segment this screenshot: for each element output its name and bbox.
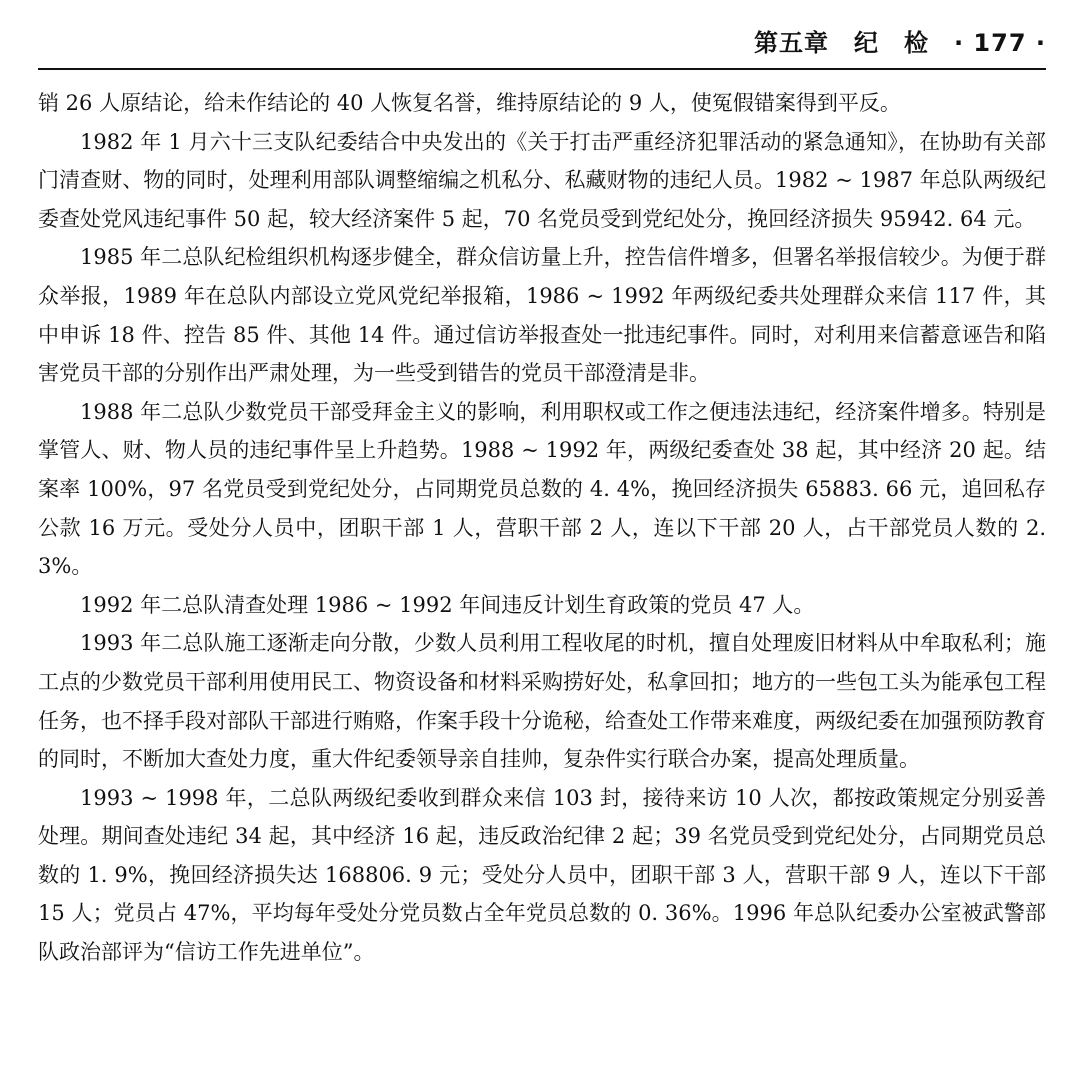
page-body	[38, 84, 1046, 972]
paragraph: 1988 年二总队少数党员干部受拜金主义的影响，利用职权或工作之便违法违纪，经济案件增多。特别是掌管人、财、物人员的违纪事件呈上升趋势。1988 ~ 1992 年，两级纪委查处 38 起，其中经济 20 起。结案率 100%，97 名党员受到党纪处分，占同期党员总数的 4. 4%，挽回经济损失 65883. 66 元，追回私存公款 16 万元。受处分人员中，团职干部 1 人，营职干部 2 人，连以下干部 20 人，占干部党员人数的 2. 3%。	[38, 399, 1046, 579]
paragraph: 1985 年二总队纪检组织机构逐步健全，群众信访量上升，控告信件增多，但署名举报信较少。为便于群众举报，1989 年在总队内部设立党风党纪举报箱，1986 ~ 1992 年两级纪委共处理群众来信 117 件，其中申诉 18 件、控告 85 件、其他 14 件。通过信访举报查处一批违纪事件。同时，对利用来信蓄意诬告和陷害党员干部的分别作出严肃处理，为一些受到错告的党员干部澄清是非。	[38, 245, 1046, 386]
paragraph: 销 26 人原结论，给未作结论的 40 人恢复名誉，维持原结论的 9 人，使冤假错案得到平反。	[38, 91, 901, 115]
paragraph: 1992 年二总队清查处理 1986 ~ 1992 年间违反计划生育政策的党员 47 人。	[80, 592, 815, 617]
running-header	[38, 18, 1046, 62]
running-header-title: 第五章 纪 检 · 177 ·	[753, 28, 1046, 57]
paragraph: 1993 年二总队施工逐渐走向分散，少数人员利用工程收尾的时机，擅自处理废旧材料从中牟取私利；施工点的少数党员干部利用使用民工、物资设备和材料采购捞好处，私拿回扣；地方的一些包工头为能承包工程任务，也不择手段对部队干部进行贿赂，作案手段十分诡秘，给查处工作带来难度，两级纪委在加强预防教育的同时，不断加大查处力度，重大件纪委领导亲自挂帅，复杂件实行联合办案，提高处理质量。	[38, 631, 1046, 772]
paragraph: 1982 年 1 月六十三支队纪委结合中央发出的《关于打击严重经济犯罪活动的紧急通知》，在协助有关部门清查财、物的同时，处理利用部队调整缩编之机私分、私藏财物的违纪人员。1982 ~ 1987 年总队两级纪委查处党风违纪事件 50 起，较大经济案件 5 起，70 名党员受到党纪处分，挽回经济损失 95942. 64 元。	[38, 129, 1046, 231]
paragraph: 1993 ~ 1998 年，二总队两级纪委收到群众来信 103 封，接待来访 10 人次，都按政策规定分别妥善处理。期间查处违纪 34 起，其中经济 16 起，违反政治纪律 2 起；39 名党员受到党纪处分，占同期党员总数的 1. 9%，挽回经济损失达 168806. 9 元；受处分人员中，团职干部 3 人，营职干部 9 人，连以下干部 15 人；党员占 47%，平均每年受处分党员数占全年党员总数的 0. 36%。1996 年总队纪委办公室被武警部队政治部评为“信访工作先进单位”。	[38, 785, 1046, 965]
header-rule	[38, 68, 1046, 70]
